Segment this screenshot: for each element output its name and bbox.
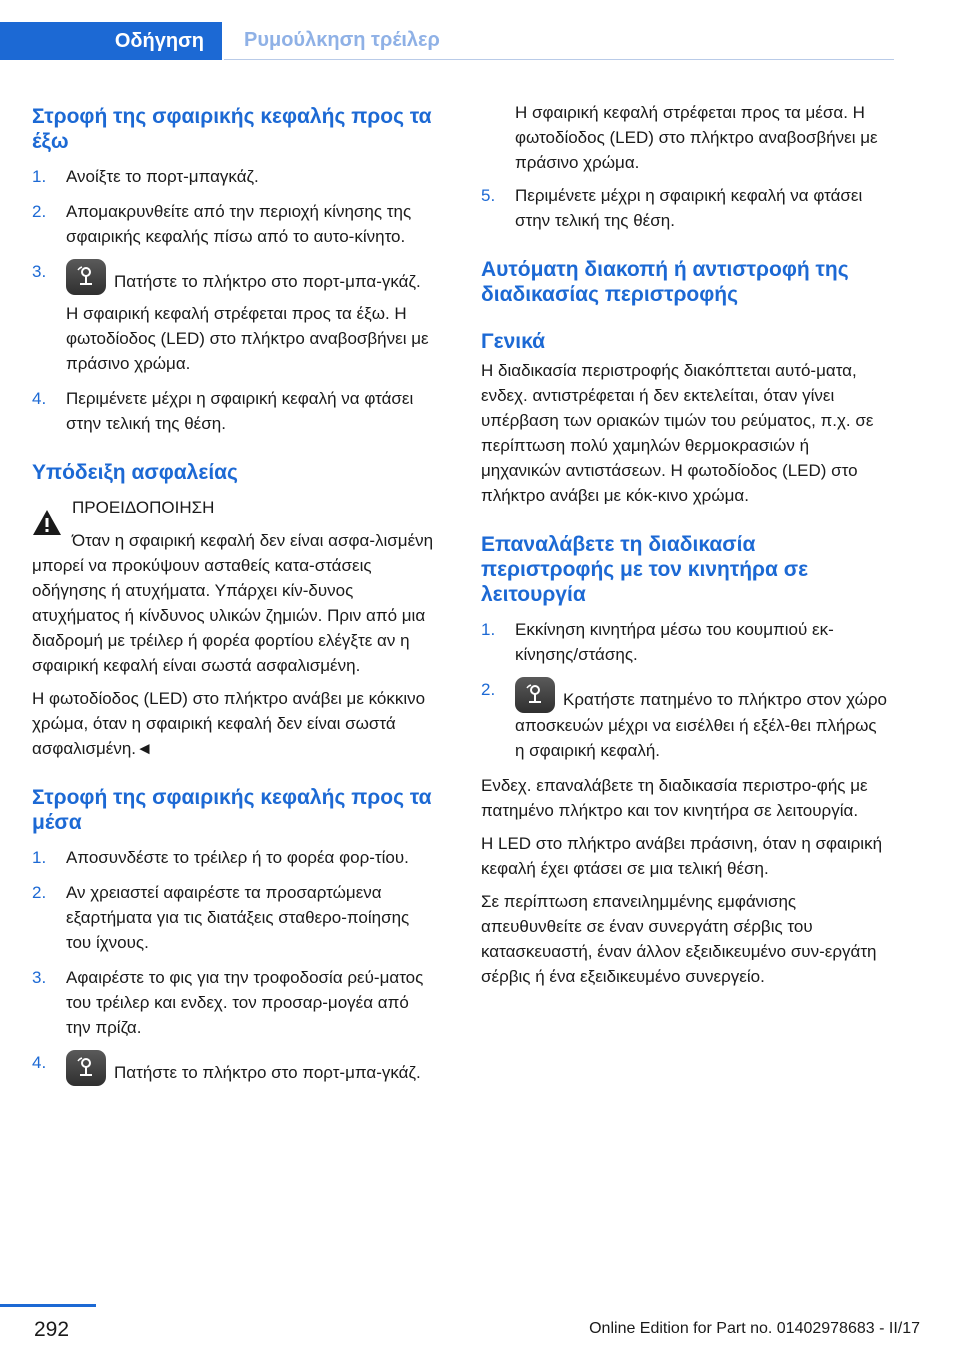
step-text: Αποσυνδέστε το τρέιλερ ή το φορέα φορ-τίου. <box>66 848 409 867</box>
step-result: Η σφαιρική κεφαλή στρέφεται προς τα μέσα. Η φωτοδίοδος (LED) στο πλήκτρο αναβοσβήνει με πράσινο χρώμα. <box>515 103 878 172</box>
step-number: 2. <box>32 202 47 221</box>
step-number: 2. <box>481 680 496 699</box>
heading-repeat-procedure: Επαναλάβετε τη διαδικασία περιστροφής με τον κινητήρα σε λειτουργία <box>481 533 809 606</box>
step-4 <box>32 386 438 436</box>
warning-text-led: Η φωτοδίοδος (LED) στο πλήκτρο ανάβει με κόκκινο χρώμα, όταν η σφαιρική κεφαλή δεν είναι σωστά ασφαλισμένη.◄ <box>32 689 426 758</box>
left-column <box>32 98 438 1096</box>
step-number: 2. <box>32 883 47 902</box>
step-number: 4. <box>32 389 47 408</box>
trailer-hitch-button-icon <box>66 259 106 295</box>
step-1 <box>32 845 438 870</box>
tab-trailer-towing: Ρυμούλκηση τρέιλερ <box>224 22 894 60</box>
step-number: 4. <box>32 1053 47 1072</box>
step-2 <box>32 199 438 249</box>
step-3 <box>32 965 438 1040</box>
step-1 <box>32 164 438 189</box>
step-text: Πατήστε το πλήκτρο στο πορτ-μπα-γκάζ. <box>114 1063 421 1082</box>
step-text: Περιμένετε μέχρι η σφαιρική κεφαλή να φτάσει στην τελική της θέση. <box>515 186 863 230</box>
step-5 <box>481 183 887 233</box>
warning-title: ΠΡΟΕΙΔΟΠΟΙΗΣΗ <box>72 498 215 517</box>
warning-box <box>32 495 438 520</box>
step-number: 1. <box>481 620 496 639</box>
warning-text: Όταν η σφαιρική κεφαλή δεν είναι ασφα-λισμένη μπορεί να προκύψουν ασταθείς κατα-στάσεις οδήγησης ή ατυχήματα. Υπάρχει κίν-δυνος ατυχήματος ή κίνδυνος υλικών ζημιών. Πριν από μια διαδρομή με τρέιλερ ή φορέα φορτίου ελέγξτε αν η σφαιρική κεφαλή είναι σωστά ασφαλισμένη. <box>32 531 434 675</box>
paragraph-service: Σε περίπτωση επανειλημμένης εμφάνισης απευθυνθείτε σε έναν συνεργάτη σέρβις του κατασκευαστή, έναν άλλον εξειδικευμένο συν-εργάτη σέρβις ή ένα εξειδικευμένο συνεργείο. <box>481 892 877 986</box>
step-4 <box>32 1050 438 1086</box>
paragraph-led: Η LED στο πλήκτρο ανάβει πράσινη, όταν η σφαιρική κεφαλή έχει φτάσει σε μια τελική θέση. <box>481 834 883 878</box>
heading-swing-out: Στροφή της σφαιρικής κεφαλής προς τα έξω <box>32 105 432 153</box>
step-text: Αν χρειαστεί αφαιρέστε τα προσαρτώμενα εξαρτήματα για τις διατάξεις σταθερο-ποίησης του ίχνους. <box>66 883 410 952</box>
step-3 <box>32 259 438 376</box>
step-number: 1. <box>32 848 47 867</box>
right-column <box>481 98 887 997</box>
page-header <box>0 22 960 60</box>
heading-general: Γενικά <box>481 330 546 353</box>
step-2 <box>32 880 438 955</box>
step-number: 5. <box>481 186 496 205</box>
step-2 <box>481 677 887 763</box>
step-number: 3. <box>32 262 47 281</box>
step-text: Αφαιρέστε το φις για την τροφοδοσία ρεύ-ματος του τρέιλερ και ενδεχ. τον προσαρ-μογέα από την πρίζα. <box>66 968 424 1037</box>
step-text: Περιμένετε μέχρι η σφαιρική κεφαλή να φτάσει στην τελική της θέση. <box>66 389 414 433</box>
paragraph-repeat: Ενδεχ. επαναλάβετε τη διαδικασία περιστρο-φής με πατημένο πλήκτρο και τον κινητήρα σε λειτουργία. <box>481 776 868 820</box>
page-number: 292 <box>34 1318 70 1341</box>
tab-driving: Οδήγηση <box>0 22 222 60</box>
step-1 <box>481 617 887 667</box>
step-number: 3. <box>32 968 47 987</box>
step-text: Εκκίνηση κινητήρα μέσω του κουμπιού εκ-κίνησης/στάσης. <box>515 620 834 664</box>
step-number: 1. <box>32 167 47 186</box>
step-text: Απομακρυνθείτε από την περιοχή κίνησης της σφαιρικής κεφαλής πίσω από το αυτο-κίνητο. <box>66 202 412 246</box>
step-result: Η σφαιρική κεφαλή στρέφεται προς τα έξω. Η φωτοδίοδος (LED) στο πλήκτρο αναβοσβήνει με πράσινο χρώμα. <box>66 304 429 373</box>
warning-triangle-icon <box>32 509 62 536</box>
heading-swing-in: Στροφή της σφαιρικής κεφαλής προς τα μέσα <box>32 786 432 834</box>
heading-safety-note: Υπόδειξη ασφαλείας <box>32 461 238 484</box>
trailer-hitch-button-icon <box>66 1050 106 1086</box>
step-text: Ανοίξτε το πορτ-μπαγκάζ. <box>66 167 259 186</box>
paragraph-general: Η διαδικασία περιστροφής διακόπτεται αυτό-ματα, ενδεχ. αντιστρέφεται ή δεν εκτελείται, όταν γίνει υπέρβαση των οριακών τιμών του ρεύματος, π.χ. σε περίπτωση πολύ χαμηλών θερμοκρασιών ή μηχανικών αντιστάσεων. Η φωτοδίοδος (LED) στο πλήκτρο ανάβει με κόκ-κινο χρώμα. <box>481 361 874 505</box>
footer-accent-line <box>0 1304 96 1307</box>
heading-auto-stop: Αυτόματη διακοπή ή αντιστροφή της διαδικασίας περιστροφής <box>481 258 849 306</box>
trailer-hitch-button-icon <box>515 677 555 713</box>
step-text: Πατήστε το πλήκτρο στο πορτ-μπα-γκάζ. <box>114 272 421 291</box>
edition-note: Online Edition for Part no. 01402978683 - II/17 <box>589 1320 920 1337</box>
step-text: Κρατήστε πατημένο το πλήκτρο στον χώρο αποσκευών μέχρι να εισέλθει ή εξέλ-θει πλήρως η σφαιρική κεφαλή. <box>515 690 887 760</box>
